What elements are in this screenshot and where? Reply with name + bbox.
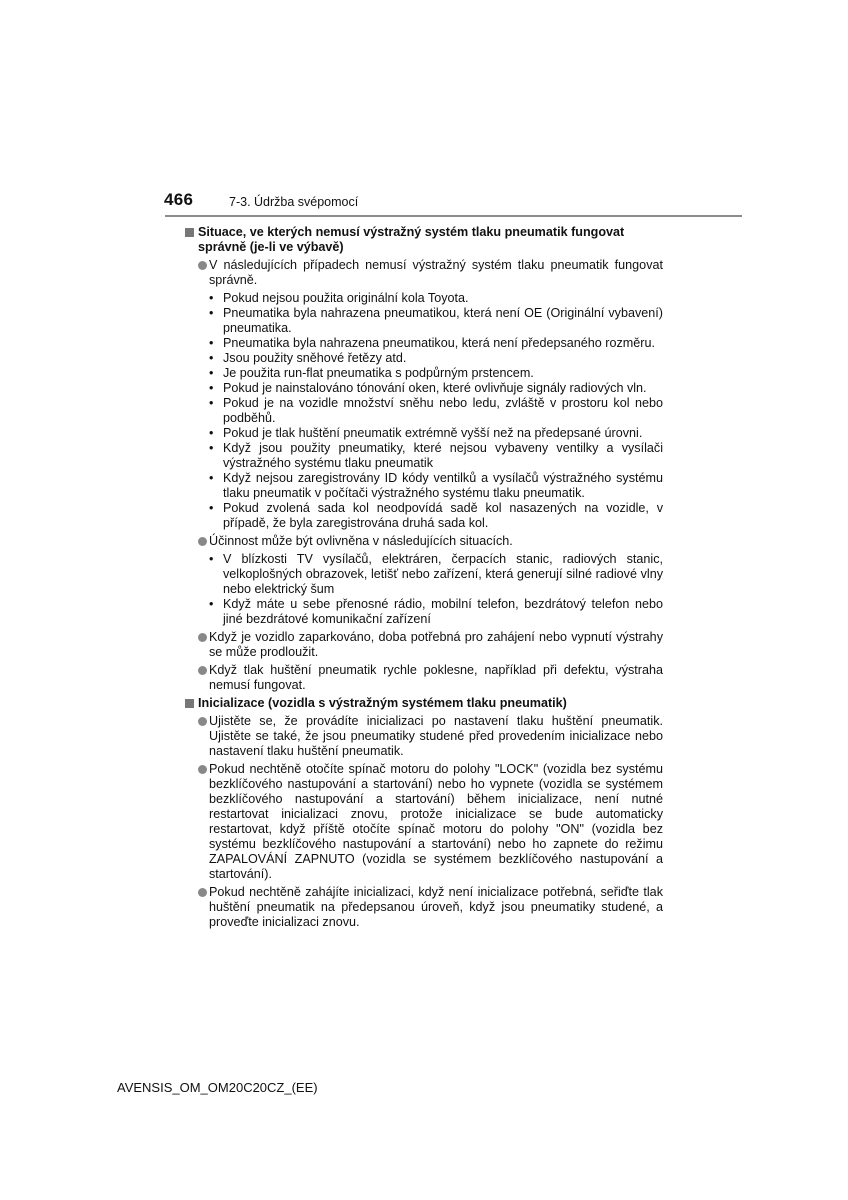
- circle-bullet-icon: [198, 261, 207, 270]
- bullet-list-item-text: Když jsou použity pneumatiky, které nejsou vybaveny ventilky a vysílači výstražného systému tlaku pneumatik: [223, 441, 663, 470]
- bullet-dot-icon: •: [209, 426, 214, 440]
- bullet-list: [185, 291, 663, 531]
- header-divider: [165, 215, 742, 217]
- circle-list-item-body: [209, 762, 663, 882]
- section-heading: [185, 225, 663, 255]
- circle-list-item-body: [209, 630, 663, 660]
- footer-document-code: AVENSIS_OM_OM20C20CZ_(EE): [117, 1080, 318, 1095]
- bullet-list-item: [209, 351, 663, 366]
- circle-list-item-text: Účinnost může být ovlivněna v následujících situacích.: [209, 534, 513, 548]
- bullet-list-item: [209, 471, 663, 501]
- bullet-list-item-text: V blízkosti TV vysílačů, elektráren, čerpacích stanic, radiových stanic, velkoplošných obrazovek, letišť nebo zařízení, která generují silné radiové vlny nebo elektrický šum: [223, 552, 663, 596]
- bullet-list-item: [209, 426, 663, 441]
- bullet-dot-icon: •: [209, 501, 214, 515]
- circle-bullet-icon: [198, 666, 207, 675]
- bullet-dot-icon: •: [209, 597, 214, 611]
- bullet-list-item: [209, 306, 663, 336]
- bullet-dot-icon: •: [209, 471, 214, 485]
- circle-bullet-icon: [198, 888, 207, 897]
- circle-list-item: [198, 630, 663, 660]
- bullet-list-item: [209, 597, 663, 627]
- circle-list-item: [198, 885, 663, 930]
- bullet-list-item-text: Jsou použity sněhové řetězy atd.: [223, 351, 407, 365]
- section-heading-text: Inicializace (vozidla s výstražným systémem tlaku pneumatik): [198, 696, 567, 710]
- circle-list-item-body: [209, 663, 663, 693]
- bullet-dot-icon: •: [209, 366, 214, 380]
- bullet-list-item-text: Pokud nejsou použita originální kola Toyota.: [223, 291, 469, 305]
- bullet-list: [185, 552, 663, 627]
- bullet-list-item-text: Pokud je nainstalováno tónování oken, které ovlivňuje signály radiových vln.: [223, 381, 647, 395]
- circle-list-item-text: Ujistěte se, že provádíte inicializaci po nastavení tlaku huštění pneumatik. Ujistěte se také, že jsou pneumatiky studené před provedením inicializace nebo nastavení tlaku huštění pneumatik.: [209, 714, 663, 758]
- bullet-list-item: [209, 291, 663, 306]
- circle-list-item-body: [209, 258, 663, 288]
- circle-list-item-text: Když je vozidlo zaparkováno, doba potřebná pro zahájení nebo vypnutí výstrahy se může prodloužit.: [209, 630, 663, 659]
- bullet-dot-icon: •: [209, 336, 214, 350]
- bullet-dot-icon: •: [209, 351, 214, 365]
- bullet-list-item: [209, 441, 663, 471]
- bullet-list-item-text: Pokud zvolená sada kol neodpovídá sadě kol nasazených na vozidle, v případě, že byla zaregistrována druhá sada kol.: [223, 501, 663, 530]
- circle-bullet-icon: [198, 537, 207, 546]
- bullet-list-item: [209, 336, 663, 351]
- circle-list-item: [198, 663, 663, 693]
- bullet-list-item-text: Pokud je na vozidle množství sněhu nebo ledu, zvláště v prostoru kol nebo podběhů.: [223, 396, 663, 425]
- section-heading: [185, 696, 663, 711]
- circle-list-item: [198, 258, 663, 288]
- page-content: [185, 225, 663, 933]
- bullet-dot-icon: •: [209, 396, 214, 410]
- circle-list-item-text: Pokud nechtěně zahájíte inicializaci, když není inicializace potřebná, seřiďte tlak huštění pneumatik na předepsanou úroveň, když jsou pneumatiky studené, a proveďte inicializaci znovu.: [209, 885, 663, 929]
- circle-bullet-icon: [198, 765, 207, 774]
- circle-list-item-body: [209, 534, 663, 549]
- section-heading-text: Situace, ve kterých nemusí výstražný systém tlaku pneumatik fungovat správně (je-li ve výbavě): [198, 225, 625, 254]
- circle-list-item: [198, 714, 663, 759]
- circle-list-item-text: Když tlak huštění pneumatik rychle poklesne, například při defektu, výstraha nemusí fungovat.: [209, 663, 663, 692]
- circle-bullet-icon: [198, 633, 207, 642]
- bullet-list-item-text: Pneumatika byla nahrazena pneumatikou, která není předepsaného rozměru.: [223, 336, 655, 350]
- bullet-list-item: [209, 381, 663, 396]
- circle-list-item-text: Pokud nechtěně otočíte spínač motoru do polohy "LOCK" (vozidla bez systému bezklíčového nastupování a startování) nebo ho vypnete (vozidla se systémem bezklíčového nastupování a startování) během inicializace, není nutné restartovat inicializaci znovu, protože inicializace se bude automaticky restartovat, když příště otočíte spínač motoru do polohy "ON" (vozidla bez systému bezklíčového nastupování a startování) nebo ho zapnete do režimu ZAPALOVÁNÍ ZAPNUTO (vozidla se systémem bezklíčového nastupování a startování).: [209, 762, 663, 881]
- circle-list-item-body: [209, 885, 663, 930]
- bullet-list-item: [209, 501, 663, 531]
- bullet-list-item-text: Když máte u sebe přenosné rádio, mobilní telefon, bezdrátový telefon nebo jiné bezdrátové komunikační zařízení: [223, 597, 663, 626]
- square-bullet-icon: [185, 228, 194, 237]
- bullet-dot-icon: •: [209, 291, 214, 305]
- circle-list-item-body: [209, 714, 663, 759]
- bullet-list-item: [209, 552, 663, 597]
- circle-list-item: [198, 534, 663, 549]
- section-title: 7-3. Údržba svépomocí: [229, 195, 359, 209]
- circle-bullet-icon: [198, 717, 207, 726]
- bullet-dot-icon: •: [209, 381, 214, 395]
- circle-list-item: [198, 762, 663, 882]
- circle-list-item-text: V následujících případech nemusí výstražný systém tlaku pneumatik fungovat správně.: [209, 258, 663, 287]
- bullet-list-item: [209, 396, 663, 426]
- bullet-dot-icon: •: [209, 306, 214, 320]
- square-bullet-icon: [185, 699, 194, 708]
- bullet-list-item: [209, 366, 663, 381]
- bullet-dot-icon: •: [209, 441, 214, 455]
- page-number: 466: [164, 190, 194, 209]
- bullet-dot-icon: •: [209, 552, 214, 566]
- bullet-list-item-text: Když nejsou zaregistrovány ID kódy ventilků a vysílačů výstražného systému tlaku pneumatik v počítači výstražného systému tlaku pneumatik.: [223, 471, 663, 500]
- bullet-list-item-text: Je použita run-flat pneumatika s podpůrným prstencem.: [223, 366, 534, 380]
- bullet-list-item-text: Pneumatika byla nahrazena pneumatikou, která není OE (Originální vybavení) pneumatika.: [223, 306, 663, 335]
- bullet-list-item-text: Pokud je tlak huštění pneumatik extrémně vyšší než na předepsané úrovni.: [223, 426, 643, 440]
